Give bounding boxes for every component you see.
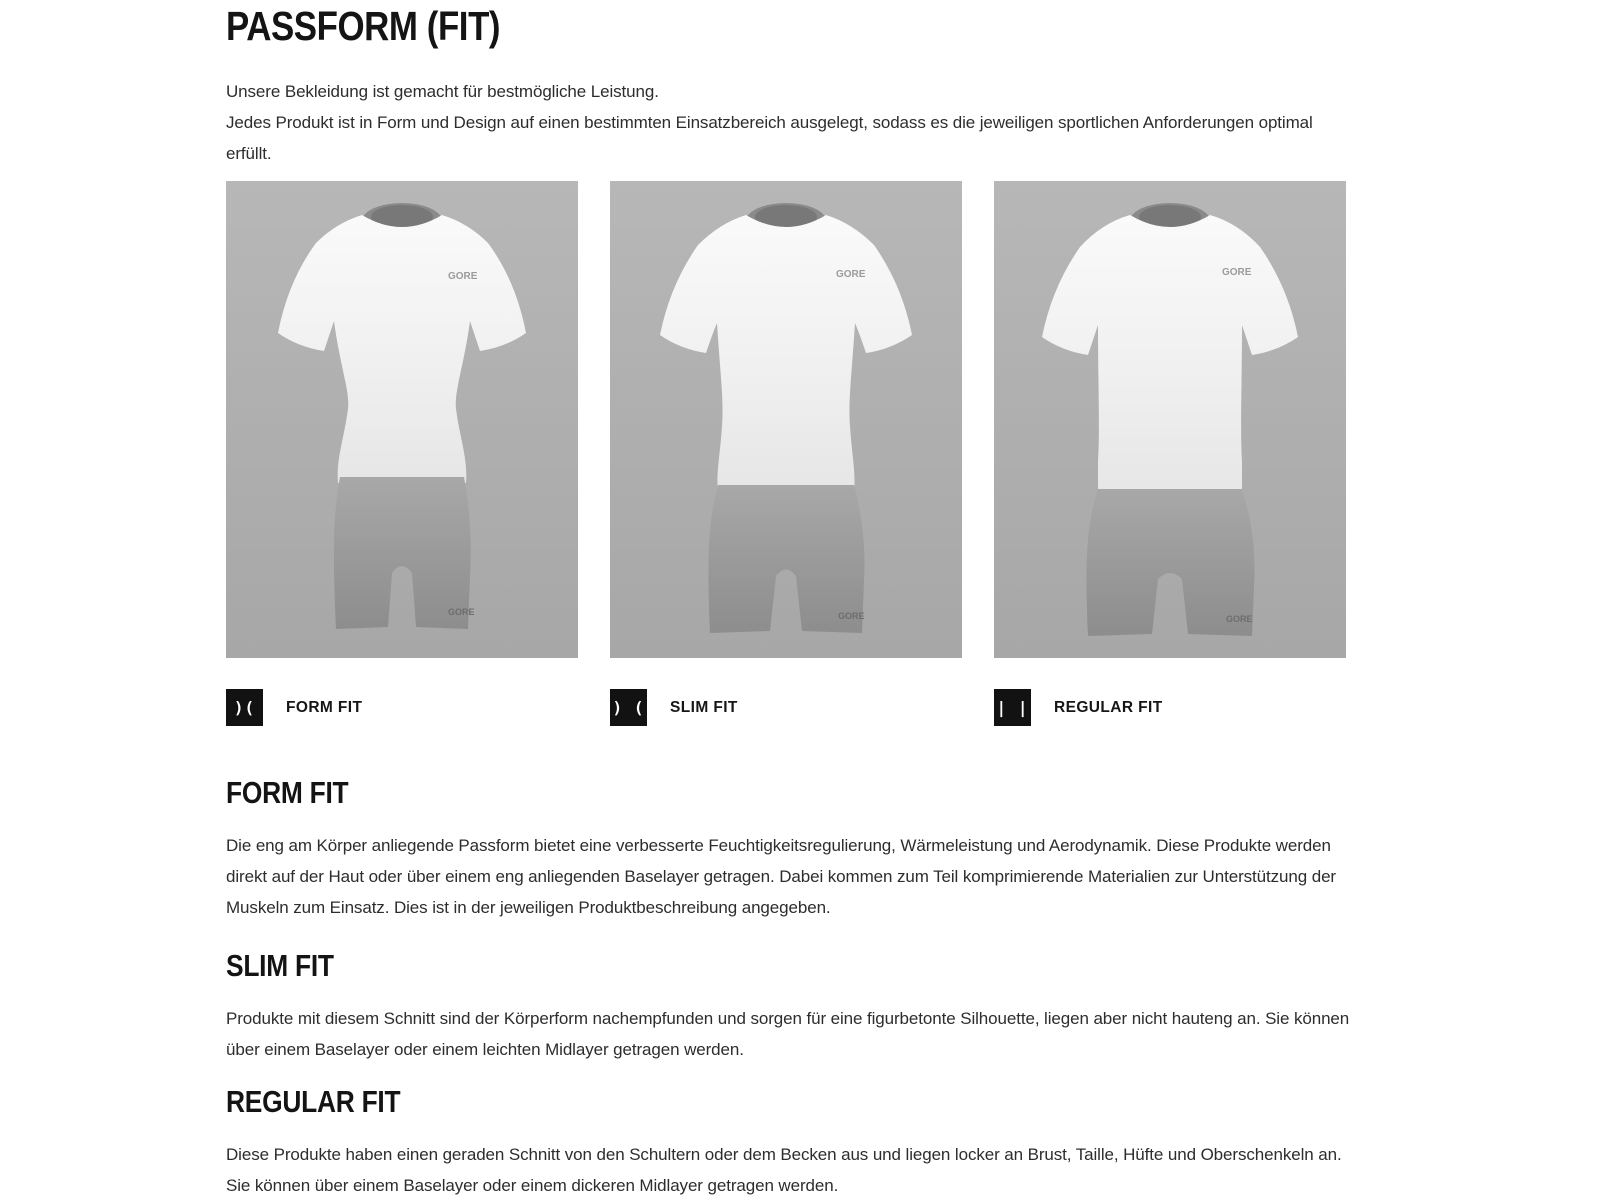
slim-fit-shirt-logo: GORE: [836, 269, 866, 280]
slim-fit-product-image: [610, 181, 962, 658]
intro-line-1: Unsere Bekleidung ist gemacht für bestmögliche Leistung.: [226, 82, 659, 101]
fit-card-slim: [610, 181, 962, 726]
fit-images-row: [226, 181, 1600, 726]
page-title: PASSFORM (FIT): [226, 3, 501, 49]
form-fit-heading: FORM FIT: [226, 775, 349, 810]
form-fit-description: Die eng am Körper anliegende Passform bietet eine verbesserte Feuchtigkeitsregulierung, Wärmeleistung und Aerodynamik. Diese Produkte werden direkt auf der Haut oder über einem eng anliegenden Baselayer getragen. Dabei kommen zum Teil komprimierende Materialien zur Unterstützung der Muskeln zum Einsatz. Dies ist in der jeweiligen Produktbeschreibung angegeben.: [226, 836, 1336, 917]
form-fit-caption: [226, 689, 578, 726]
fit-card-form: [226, 181, 578, 726]
regular-fit-shirt-logo: GORE: [1222, 267, 1252, 278]
regular-fit-heading: REGULAR FIT: [226, 1084, 401, 1119]
form-fit-product-image: [226, 181, 578, 658]
form-fit-shorts-logo: GORE: [448, 607, 475, 617]
regular-fit-product-image: [994, 181, 1346, 658]
regular-fit-shorts-logo: GORE: [1226, 614, 1253, 624]
form-fit-section: [226, 776, 1600, 923]
slim-fit-label: SLIM FIT: [670, 698, 738, 716]
form-fit-icon-glyph: )(: [233, 698, 256, 717]
fit-card-regular: [994, 181, 1346, 726]
slim-fit-icon-glyph: ) (: [612, 698, 645, 717]
regular-fit-icon: [994, 689, 1031, 726]
regular-fit-icon-glyph: | |: [996, 698, 1029, 717]
regular-fit-label: REGULAR FIT: [1054, 698, 1163, 716]
slim-fit-description: Produkte mit diesem Schnitt sind der Körperform nachempfunden und sorgen für eine figurbetonte Silhouette, liegen aber nicht hauteng an. Sie können über einem Baselayer oder einem leichten Midlayer getragen werden.: [226, 1009, 1350, 1059]
regular-fit-section: [226, 1085, 1600, 1201]
intro-line-2: Jedes Produkt ist in Form und Design auf einen bestimmten Einsatzbereich ausgelegt, sodass es die jeweiligen sportlichen Anforderungen optimal erfüllt.: [226, 113, 1313, 163]
form-fit-shirt-logo: GORE: [448, 271, 478, 282]
form-fit-label: FORM FIT: [286, 698, 363, 716]
regular-fit-caption: [994, 689, 1346, 726]
slim-fit-section: [226, 949, 1600, 1065]
regular-fit-description: Diese Produkte haben einen geraden Schnitt von den Schultern oder dem Becken aus und liegen locker an Brust, Taille, Hüfte und Oberschenkeln an. Sie können über einem Baselayer oder einem dickeren Midlayer getragen werden.: [226, 1145, 1342, 1195]
slim-fit-shorts-logo: GORE: [838, 611, 865, 621]
form-fit-icon: [226, 689, 263, 726]
slim-fit-heading: SLIM FIT: [226, 948, 334, 983]
slim-fit-caption: [610, 689, 962, 726]
slim-fit-icon: [610, 689, 647, 726]
